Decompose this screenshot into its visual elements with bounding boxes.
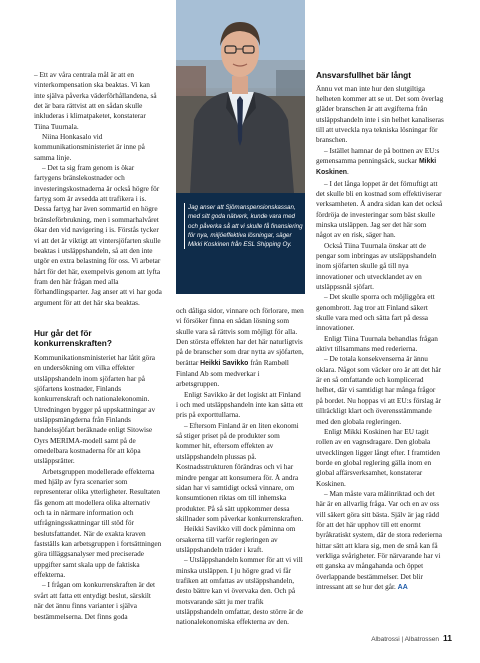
paragraph: – Det ta sig fram genom is ökar fartygens bränslekostnader och investeringskostnaderna är också högre för fartyg som är avsedda att trafikera i is. Dessa fartyg har även sommartid en högre bränsleförbrukning, men i sommarhalvåret ökar den vid navigering i is. Förstås tycker vi att det är viktigt att vintersjöfarten skulle beaktas i utsläppshandeln, så att den inte utgör en extra belastning för oss. Vi arbetar hårt för det här, exempelvis genom att lyfta fram den här frågan med alla förhandlingsparter. Jag anser att vi har goda argument för att det här ska beaktas. [34, 163, 162, 307]
page-footer [371, 633, 452, 643]
paragraph: Enligt Tiina Tuurnala behandlas frågan aktivt tillsammans med rederierna. [316, 333, 438, 354]
paragraph: Ännu vet man inte hur den slutgiltiga helheten kommer att se ut. Det som överlag gläder branschen är att avgifterna från utsläppshandeln inte i sin helhet kanaliseras till att utveckla nya tekniska lösningar för branschen. [316, 83, 444, 145]
paragraph: – Eftersom Finland är en liten ekonomi så stiger priset på de produkter som kommer hit, eftersom effekten av utsläppshandeln plussas på. Kostnadsstrukturen förändras och vi har mindre pengar att konsumera för. Å andra sidan har vi samtidigt också vinnare, om konsumtionen riktas om till inhemska produkter. På så sätt uppkommer dessa skillnader som påverkar konkurrenskraften. [176, 420, 304, 523]
paragraph: – Utsläppshandeln kommer för att vi vill minska utsläppen. I ju högre grad vi får trafiken att omfattas av utsläppshandeln, desto bättre kan vi övervaka den. Och på motsvarande sätt ju mer trafik utsläppshandeln omfattar, desto större är de nationalekonomiska effekterna av den. [176, 555, 303, 627]
paragraph: – I det långa loppet är det förnuftigt att det skulle bli en kostnad som effektiviserar verksamheten. Å andra sidan kan det också fördröja de investeringar som bäst skulle minska utsläppen. Jag ser det här som något av en risk, säger han. [316, 178, 443, 240]
paragraph [316, 146, 444, 179]
paragraph: Heikki Savikko vill dock påminna om orsakerna till varför regleringen av utsläppshandeln träder i kraft. [176, 524, 296, 554]
person-name: Mikki Koskinen [316, 157, 437, 177]
paragraph: – De totala konsekvenserna är ännu oklara. Något som väcker oro är att det här är en så omfattande och komplicerad helhet, där vi samtidigt har många frågor på bordet. Nu hoppas vi att EU:s förslag är tillräckligt klart och överensstämmande med den globala regleringen. [316, 354, 442, 426]
paragraph [316, 489, 444, 593]
paragraph: Också Tiina Tuurnala önskar att de pengar som inbringas av utsläppshandeln inom sjöfarten skulle gå till nya innovationer och utvecklandet av en utsläppssnål sjöfart. [316, 240, 437, 292]
paragraph: – Ett av våra centrala mål är att en vinterkompensation ska beaktas. Vi kan inte själva påverka väderförhållandena, så det är bara rättvist att en sådan skulle inkluderas i klimatpaketet, konstaterar Tiina Tuurnala. [34, 70, 157, 131]
paragraph: Kommunikationsministeriet har låtit göra en undersökning om vilka effekter utsläppshandeln inom sjöfarten har på sjöfartens kostnader, Finlands konkurrenskraft och nationalekonomin. Utredningen bygger på uppskattningar av utsläppsmängderna från Finlands handelssjöfart beräknade enligt Sitowise Oyrs MERIMA-modell samt på de omedelbara kostnaderna för att köpa utsläppsrätter. [34, 352, 156, 466]
paragraph: Enligt Savikko är det logiskt att Finland i och med utsläppshandeln inte kan sätta ett pris på exporttullarna. [176, 389, 304, 420]
magazine-name: Albatrossi | Albatrossen [371, 636, 439, 643]
text-run: och dåliga sidor, vinnare och förlorare, men vi försöker finna en sådan lösning som skulle vara så rättvis som möjligt för alla. Den största effekten har det här naturligtvis på de branscher som drar nytta av sjöfarten, berättar [176, 306, 304, 367]
paragraph [176, 306, 304, 390]
text-run: – Man måste vara målinriktad och det här är en allvarlig fråga. Var och en av oss vill säkert göra sitt bästa. Själv är jag rädd för att det här upphov till ett enormt byråkratiskt system, där de stora rederierna hittar sätt att klara sig, men de små kan få verkliga svårigheter. För närvarande har vi ett ganska av mångahanda och öppet överlappande bestämmelser. Det blir intressant att se hur det går. [316, 488, 443, 591]
column-2 [176, 306, 304, 628]
photo-caption: Jag anser att Sjömanspensionskassan, med sitt goda nätverk, kunde vara med och påverka så att vi skulle få finansiering för nya, miljöeffektiva lösningar, säger Mikki Koskinen från ESL Shipping Oy. [184, 203, 306, 249]
paragraph: Arbetsgruppen modellerade effekterna med hjälp av fyra scenarier som representerar olika ytterligheter. Resultaten fås genom att modellera olika alternativ och ta in närmare information och utfrågningsskattningar till stöd för beslutsfattandet. När de exakta kraven fastställs kan arbetsgruppen i fortsättningen göra tilläggsanalyser med preciserade uppgifter samt skala upp de faktiska effekterna. [34, 466, 162, 580]
paragraph: Enligt Mikki Koskinen har EU tagit rollen av en vagnsdragare. Den globala utvecklingen ligger långt efter. I framtiden borde en global reglering gälla inom en global affärsverksamhet, konstaterar Koskinen. [316, 426, 441, 488]
portrait-illustration [176, 0, 305, 193]
end-mark: AA [397, 584, 408, 591]
text-run: . [347, 167, 349, 177]
column-1 [34, 70, 162, 622]
section-heading: Ansvarsfullhet bär långt [316, 70, 411, 80]
text-run: – Istället hamnar de på bottnen av EU:s gemensamma penningsäck, suckar [316, 145, 440, 165]
page-number: 11 [443, 633, 452, 643]
text-run: från Rambøll Finland Ab som medverkar i arbetsgruppen. [176, 357, 289, 389]
photo-caption-box [176, 193, 305, 294]
column-3 [316, 70, 444, 593]
paragraph: – Det skulle sporra och möjliggöra ett genombrott. Jag tror att Finland säkert skulle vara med och sätta fart på dessa innovationer. [316, 292, 435, 333]
person-name: Heikki Savikko [200, 359, 249, 367]
paragraph: – I frågan om konkurrenskraften är det svårt att fatta ett entydigt beslut, särskilt när det ännu finns varianter i själva bestämmelserna. Det finns goda [34, 580, 156, 621]
portrait-photo [176, 0, 305, 193]
section-heading: Hur går det för konkurrenskraften? [34, 327, 112, 349]
paragraph: Niina Honkasalo vid kommunikationsministeriet är inne på samma linje. [34, 132, 145, 162]
